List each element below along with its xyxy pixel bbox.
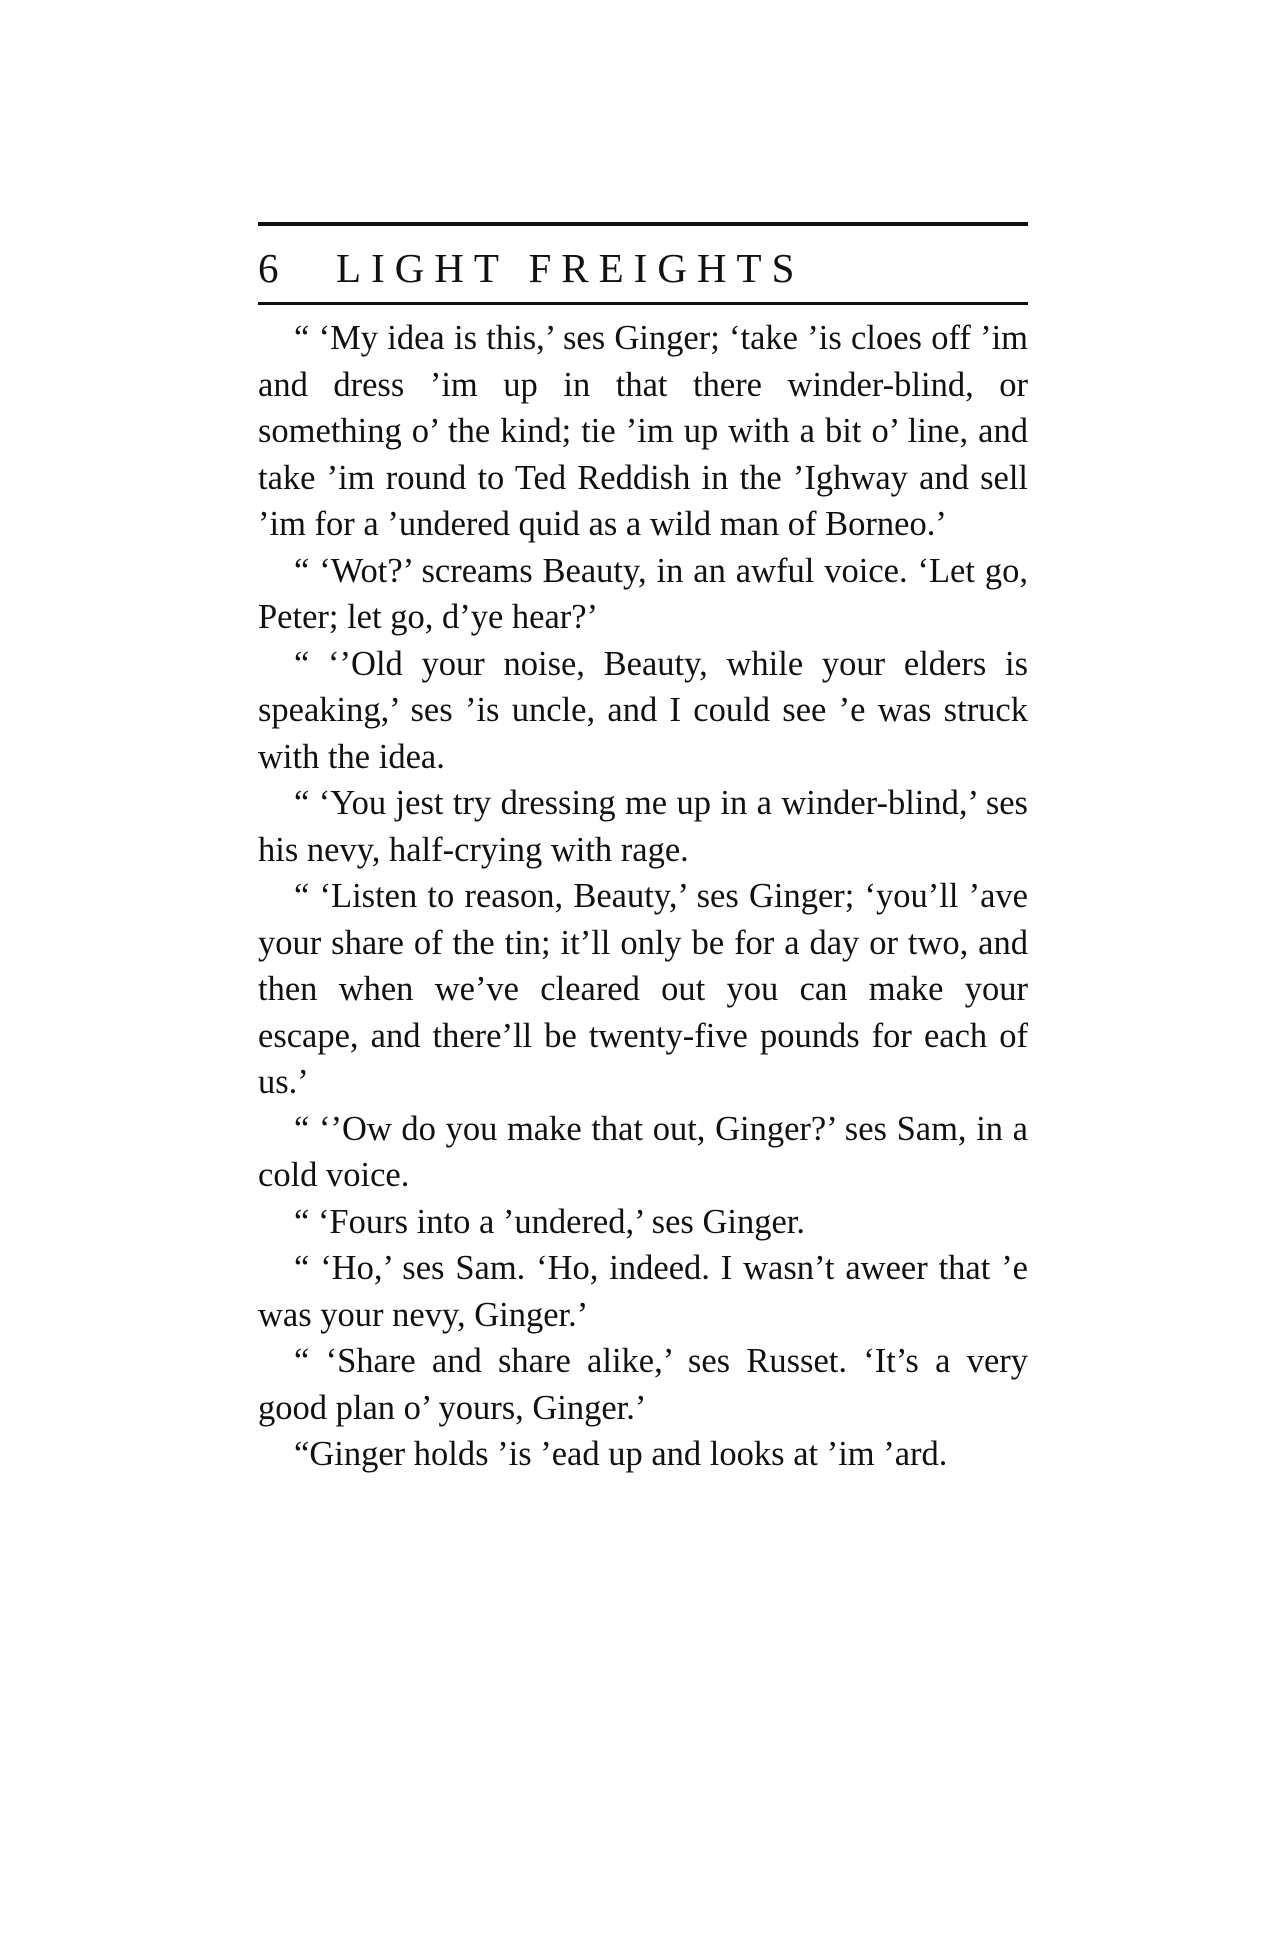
paragraph: “ ‘Fours into a ’undered,’ ses Ginger. [294, 1202, 805, 1241]
paragraph: “Ginger holds ’is ’ead up and looks at ’im ’ard. [294, 1435, 948, 1473]
body-text [258, 315, 1028, 1478]
paragraph: “ ‘My idea is this,’ ses Ginger; ‘take ’is cloes off ’im and dress ’im up in that there winder-blind, or something o’ the kind; tie ’im up with a bit o’ line, and take ’im round to Ted Reddish in the ’Ighway and sell ’im for a ’undered quid as a wild man of Borneo.’ [258, 319, 1028, 543]
page-number: 6 [258, 245, 279, 291]
header-rule-bottom [258, 302, 1028, 305]
header-rule-top [258, 222, 1028, 226]
paragraph: “ ‘Ho,’ ses Sam. ‘Ho, indeed. I wasn’t aweer that ’e was your nevy, Ginger.’ [258, 1249, 1028, 1334]
paragraph: “ ‘You jest try dressing me up in a winder-blind,’ ses his nevy, half-crying with rage. [258, 784, 1028, 869]
paragraph: “ ‘’Ow do you make that out, Ginger?’ ses Sam, in a cold voice. [258, 1109, 1028, 1194]
paragraph: “ ‘Wot?’ screams Beauty, in an awful voice. ‘Let go, Peter; let go, d’ye hear?’ [258, 551, 1028, 636]
book-page [258, 222, 1028, 1478]
paragraph: “ ‘Listen to reason, Beauty,’ ses Ginger; ‘you’ll ’ave your share of the tin; it’ll only be for a day or two, and then when we’ve cleared out you can make your escape, and there’ll be twenty-five pounds for each of us.’ [258, 877, 1028, 1101]
paragraph: “ ‘Share and share alike,’ ses Russet. ‘It’s a very good plan o’ yours, Ginger.’ [258, 1342, 1028, 1427]
paragraph: “ ‘’Old your noise, Beauty, while your elders is speaking,’ ses ’is uncle, and I could see ’e was struck with the idea. [258, 644, 1028, 776]
running-head [258, 245, 1028, 294]
running-title: LIGHT FREIGHTS [336, 245, 805, 291]
